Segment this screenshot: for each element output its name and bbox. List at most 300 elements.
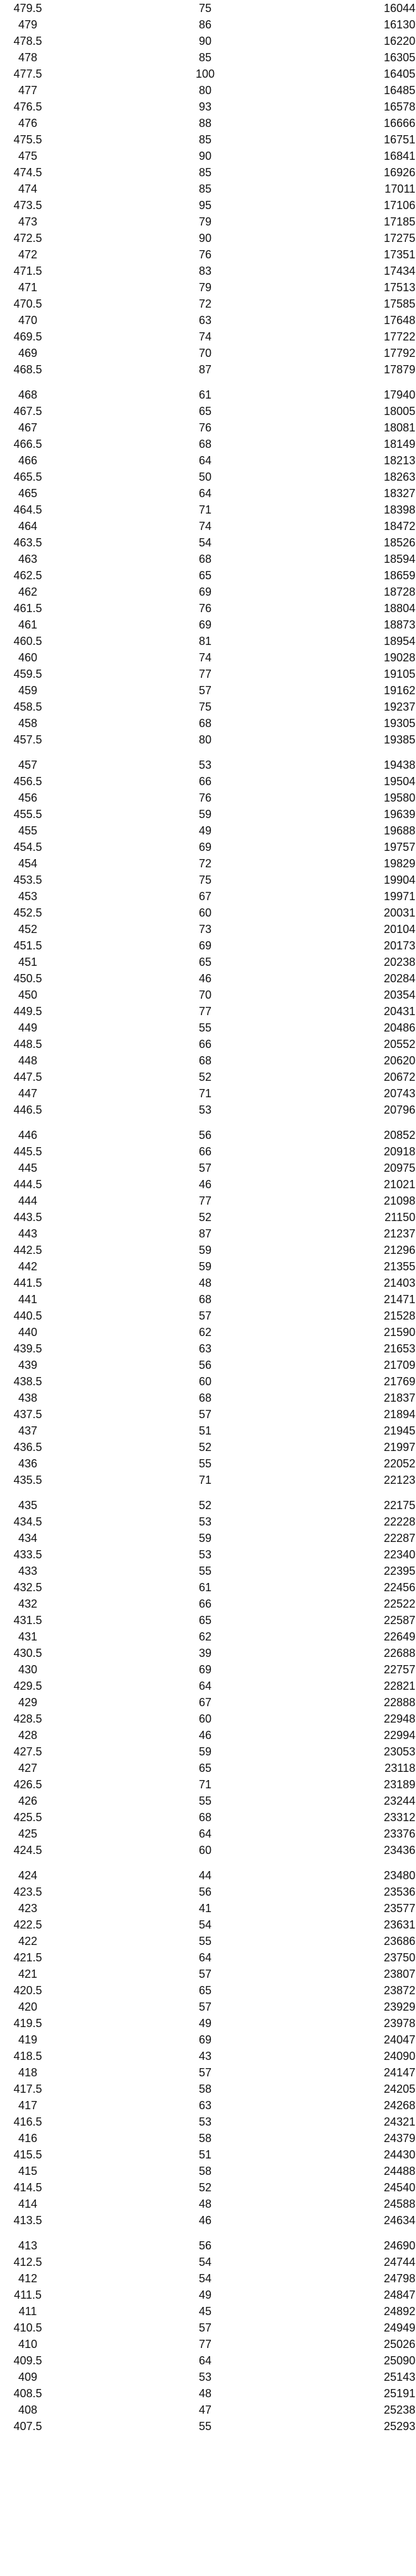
count-cell: 56	[198, 2239, 212, 2252]
cumulative-cell: 21590	[383, 1326, 415, 1339]
cumulative-cell: 17648	[383, 314, 415, 327]
count-cell: 75	[198, 2, 212, 15]
table-row	[0, 279, 416, 296]
cumulative-cell: 23480	[383, 1869, 415, 1882]
elevation-cell: 436	[18, 1457, 38, 1470]
count-cell: 83	[198, 265, 212, 277]
count-cell: 53	[198, 2116, 212, 2128]
count-cell: 60	[198, 1375, 212, 1388]
table-row	[0, 230, 416, 246]
elevation-cell: 456	[18, 791, 38, 804]
cumulative-cell: 16841	[383, 150, 415, 162]
elevation-cell: 461.5	[13, 602, 42, 615]
elevation-cell: 432.5	[13, 1581, 42, 1594]
elevation-cell: 449	[18, 1021, 38, 1034]
table-row	[0, 2287, 416, 2303]
elevation-cell: 440.5	[13, 1309, 42, 1322]
table-row	[0, 1514, 416, 1530]
count-cell: 90	[198, 232, 212, 244]
elevation-cell: 411	[18, 2305, 37, 2318]
count-cell: 55	[198, 1795, 212, 1807]
elevation-cell: 468	[18, 388, 38, 401]
cumulative-cell: 24892	[383, 2305, 415, 2318]
cumulative-cell: 18263	[383, 471, 415, 483]
elevation-cell: 448.5	[13, 1038, 42, 1050]
table-row	[0, 2146, 416, 2163]
elevation-cell: 423	[18, 1902, 38, 1915]
cumulative-cell: 18398	[383, 503, 415, 516]
count-cell: 52	[198, 1499, 212, 1512]
count-cell: 67	[198, 1696, 212, 1709]
table-row	[0, 2114, 416, 2130]
cumulative-cell: 23577	[383, 1902, 415, 1915]
elevation-cell: 462	[18, 586, 38, 598]
elevation-cell: 436.5	[13, 1441, 42, 1454]
count-cell: 79	[198, 215, 212, 228]
count-cell: 85	[198, 133, 212, 146]
cumulative-cell: 16305	[383, 51, 415, 64]
cumulative-cell: 24147	[383, 2066, 415, 2079]
table-row	[0, 1225, 416, 1242]
cumulative-cell: 18526	[383, 536, 415, 549]
table-row	[0, 584, 416, 600]
count-cell: 51	[198, 1424, 212, 1437]
count-cell: 86	[198, 18, 212, 31]
cumulative-cell: 16926	[383, 166, 415, 179]
table-row	[0, 312, 416, 328]
table-row	[0, 403, 416, 419]
table-row	[0, 1160, 416, 1176]
elevation-cell: 466.5	[13, 438, 42, 450]
count-cell: 76	[198, 791, 212, 804]
elevation-cell: 423.5	[13, 1886, 42, 1898]
table-row	[0, 839, 416, 855]
table-row	[0, 551, 416, 567]
elevation-cell: 435.5	[13, 1474, 42, 1486]
cumulative-cell: 22888	[383, 1696, 415, 1709]
elevation-cell: 454.5	[13, 841, 42, 853]
count-cell: 100	[195, 68, 215, 80]
count-cell: 46	[198, 972, 212, 985]
count-cell: 64	[198, 1951, 212, 1964]
count-cell: 66	[198, 775, 212, 788]
elevation-cell: 439.5	[13, 1342, 42, 1355]
cumulative-cell: 24744	[383, 2256, 415, 2268]
elevation-cell: 417	[18, 2099, 38, 2112]
elevation-cell: 478.5	[13, 35, 42, 47]
elevation-cell: 416	[18, 2132, 38, 2145]
table-row	[0, 2303, 416, 2320]
elevation-cell: 429.5	[13, 1680, 42, 1692]
count-cell: 80	[198, 84, 212, 97]
count-cell: 88	[198, 117, 212, 129]
table-row	[0, 921, 416, 937]
count-cell: 56	[198, 1359, 212, 1371]
cumulative-cell: 19438	[383, 759, 415, 771]
cumulative-cell: 21021	[383, 1178, 415, 1191]
cumulative-cell: 22587	[383, 1614, 415, 1627]
elevation-cell: 459.5	[13, 668, 42, 680]
table-row	[0, 987, 416, 1003]
elevation-cell: 429	[18, 1696, 38, 1709]
cumulative-cell: 22688	[383, 1647, 415, 1659]
cumulative-cell: 24379	[383, 2132, 415, 2145]
cumulative-cell: 20104	[383, 923, 415, 936]
count-cell: 50	[198, 471, 212, 483]
table-row	[0, 1563, 416, 1579]
cumulative-cell: 17275	[383, 232, 415, 244]
table-row	[0, 2130, 416, 2146]
cumulative-cell: 25191	[383, 2387, 415, 2400]
count-cell: 68	[198, 1392, 212, 1404]
elevation-cell: 427.5	[13, 1745, 42, 1758]
cumulative-cell: 18149	[383, 438, 415, 450]
count-cell: 77	[198, 2338, 212, 2350]
elevation-cell: 461	[18, 618, 38, 631]
count-cell: 52	[198, 1211, 212, 1224]
table-row	[0, 1842, 416, 1858]
cumulative-cell: 18728	[383, 586, 415, 598]
elevation-cell: 441.5	[13, 1277, 42, 1289]
cumulative-cell: 20975	[383, 1162, 415, 1174]
elevation-cell: 416.5	[13, 2116, 42, 2128]
count-cell: 59	[198, 1244, 212, 1256]
cumulative-cell: 21150	[384, 1211, 415, 1224]
cumulative-cell: 22456	[383, 1581, 415, 1594]
cumulative-cell: 20620	[383, 1054, 415, 1067]
table-row	[0, 1884, 416, 1900]
cumulative-cell: 21769	[383, 1375, 415, 1388]
cumulative-cell: 17434	[383, 265, 415, 277]
cumulative-cell: 22123	[383, 1474, 415, 1486]
table-row	[0, 682, 416, 699]
count-cell: 53	[198, 2371, 212, 2383]
elevation-cell: 470	[18, 314, 38, 327]
count-cell: 76	[198, 248, 212, 261]
cumulative-cell: 24047	[383, 2033, 415, 2046]
count-cell: 48	[198, 1277, 212, 1289]
table-row	[0, 99, 416, 115]
table-row	[0, 1472, 416, 1488]
cumulative-cell: 23118	[384, 1762, 415, 1774]
table-row	[0, 436, 416, 452]
count-cell: 60	[198, 1712, 212, 1725]
table-row	[0, 2402, 416, 2418]
elevation-cell: 442	[18, 1260, 38, 1273]
count-cell: 73	[198, 923, 212, 936]
cumulative-cell: 25238	[383, 2404, 415, 2416]
count-cell: 54	[198, 2256, 212, 2268]
count-cell: 79	[198, 281, 212, 294]
count-cell: 55	[198, 1565, 212, 1577]
table-row	[0, 1776, 416, 1793]
count-cell: 65	[198, 1984, 212, 1997]
table-row	[0, 970, 416, 987]
table-row	[0, 1069, 416, 1085]
cumulative-cell: 20852	[383, 1129, 415, 1141]
count-cell: 70	[198, 989, 212, 1001]
table-row	[0, 1793, 416, 1809]
table-row	[0, 296, 416, 312]
elevation-cell: 463	[18, 553, 38, 565]
table-row	[0, 2015, 416, 2031]
table-row	[0, 387, 416, 403]
count-cell: 68	[198, 1293, 212, 1306]
elevation-cell: 412.5	[13, 2256, 42, 2268]
cumulative-cell: 25143	[383, 2371, 415, 2383]
elevation-cell: 413.5	[13, 2214, 42, 2227]
count-cell: 57	[198, 684, 212, 697]
cumulative-cell: 21837	[383, 1392, 415, 1404]
count-cell: 72	[198, 857, 212, 870]
cumulative-cell: 17011	[384, 183, 415, 195]
table-row	[0, 1694, 416, 1711]
count-cell: 75	[198, 701, 212, 713]
elevation-cell: 476	[18, 117, 38, 129]
table-row	[0, 1439, 416, 1455]
elevation-cell: 457.5	[13, 733, 42, 746]
count-cell: 74	[198, 520, 212, 533]
table-row	[0, 1176, 416, 1193]
table-row	[0, 855, 416, 872]
cumulative-cell: 24690	[383, 2239, 415, 2252]
elevation-cell: 418.5	[13, 2050, 42, 2062]
elevation-cell: 434	[18, 1532, 38, 1544]
count-cell: 74	[198, 651, 212, 664]
cumulative-cell: 23978	[383, 2017, 415, 2030]
table-row	[0, 633, 416, 649]
elevation-cell: 470.5	[13, 298, 42, 310]
elevation-cell: 424.5	[13, 1844, 42, 1857]
table-row	[0, 361, 416, 378]
elevation-cell: 408.5	[13, 2387, 42, 2400]
elevation-cell: 419.5	[13, 2017, 42, 2030]
table-row	[0, 1193, 416, 1209]
elevation-cell: 473.5	[13, 199, 42, 212]
elevation-cell: 479.5	[13, 2, 42, 15]
count-cell: 57	[198, 1968, 212, 1980]
table-row	[0, 666, 416, 682]
table-row	[0, 2081, 416, 2097]
table-row	[0, 246, 416, 263]
table-row	[0, 1645, 416, 1661]
cumulative-cell: 23436	[383, 1844, 415, 1857]
count-cell: 68	[198, 1054, 212, 1067]
elevation-cell: 424	[18, 1869, 38, 1882]
cumulative-cell: 20743	[383, 1087, 415, 1100]
table-row	[0, 2163, 416, 2179]
count-cell: 48	[198, 2198, 212, 2210]
table-row	[0, 1949, 416, 1966]
cumulative-cell: 18873	[383, 618, 415, 631]
cumulative-cell: 19688	[383, 824, 415, 837]
table-row	[0, 1743, 416, 1760]
table-row	[0, 888, 416, 905]
elevation-cell: 410.5	[13, 2321, 42, 2334]
cumulative-cell: 17351	[383, 248, 415, 261]
count-cell: 85	[198, 51, 212, 64]
elevation-cell: 407.5	[13, 2420, 42, 2433]
elevation-cell: 414.5	[13, 2181, 42, 2194]
table-row	[0, 2097, 416, 2114]
cumulative-cell: 17513	[383, 281, 415, 294]
count-cell: 65	[198, 569, 212, 582]
cumulative-cell: 19971	[383, 890, 415, 903]
table-row	[0, 2418, 416, 2435]
cumulative-cell: 21296	[383, 1244, 415, 1256]
count-cell: 69	[198, 841, 212, 853]
elevation-cell: 479	[18, 18, 38, 31]
elevation-cell: 422	[18, 1935, 38, 1947]
count-cell: 77	[198, 668, 212, 680]
elevation-cell: 452	[18, 923, 38, 936]
cumulative-cell: 22395	[383, 1565, 415, 1577]
cumulative-cell: 16130	[383, 18, 415, 31]
cumulative-cell: 22649	[383, 1630, 415, 1643]
elevation-cell: 421	[18, 1968, 38, 1980]
elevation-cell: 451	[18, 956, 38, 968]
count-cell: 90	[198, 35, 212, 47]
table-row	[0, 2237, 416, 2254]
count-cell: 45	[198, 2305, 212, 2318]
count-cell: 43	[198, 2050, 212, 2062]
cumulative-cell: 25090	[383, 2354, 415, 2367]
table-row	[0, 16, 416, 33]
cumulative-cell: 19829	[383, 857, 415, 870]
count-cell: 69	[198, 939, 212, 952]
count-cell: 76	[198, 602, 212, 615]
cumulative-cell: 17879	[383, 363, 415, 376]
elevation-cell: 450.5	[13, 972, 42, 985]
table-row	[0, 1258, 416, 1275]
table-row	[0, 1596, 416, 1612]
elevation-cell: 433.5	[13, 1548, 42, 1561]
table-row	[0, 905, 416, 921]
elevation-cell: 442.5	[13, 1244, 42, 1256]
cumulative-cell: 22522	[383, 1598, 415, 1610]
cumulative-cell: 20796	[383, 1104, 415, 1116]
elevation-cell: 478	[18, 51, 38, 64]
count-cell: 57	[198, 2066, 212, 2079]
cumulative-cell: 24090	[383, 2050, 415, 2062]
cumulative-cell: 23872	[383, 1984, 415, 1997]
cumulative-cell: 23536	[383, 1886, 415, 1898]
cumulative-cell: 20354	[383, 989, 415, 1001]
cumulative-cell: 24949	[383, 2321, 415, 2334]
table-row	[0, 2064, 416, 2081]
count-cell: 90	[198, 150, 212, 162]
cumulative-cell: 21528	[383, 1309, 415, 1322]
table-row	[0, 1143, 416, 1160]
cumulative-cell: 21403	[383, 1277, 415, 1289]
elevation-cell: 415	[18, 2165, 38, 2177]
elevation-cell: 435	[18, 1499, 38, 1512]
count-cell: 65	[198, 1762, 212, 1774]
elevation-cell: 471.5	[13, 265, 42, 277]
count-cell: 57	[198, 1162, 212, 1174]
cumulative-cell: 23244	[383, 1795, 415, 1807]
table-row	[0, 937, 416, 954]
count-cell: 41	[198, 1902, 212, 1915]
cumulative-cell: 22757	[383, 1663, 415, 1676]
table-row	[0, 0, 416, 16]
count-cell: 76	[198, 421, 212, 434]
elevation-cell: 432	[18, 1598, 38, 1610]
count-cell: 70	[198, 347, 212, 359]
count-cell: 95	[198, 199, 212, 212]
cumulative-cell: 19162	[383, 684, 415, 697]
elevation-cell: 476.5	[13, 100, 42, 113]
count-cell: 53	[198, 759, 212, 771]
table-row	[0, 954, 416, 970]
table-row	[0, 1052, 416, 1069]
elevation-cell: 413	[18, 2239, 38, 2252]
elevation-cell: 428	[18, 1729, 38, 1742]
table-row	[0, 1966, 416, 1982]
cumulative-cell: 20431	[383, 1005, 415, 1018]
table-row	[0, 731, 416, 748]
table-row	[0, 33, 416, 49]
elevation-cell: 469.5	[13, 330, 42, 343]
cumulative-cell: 21653	[383, 1342, 415, 1355]
count-cell: 57	[198, 1309, 212, 1322]
cumulative-cell: 21709	[383, 1359, 415, 1371]
cumulative-cell: 22287	[383, 1532, 415, 1544]
elevation-cell: 440	[18, 1326, 38, 1339]
elevation-cell: 477.5	[13, 68, 42, 80]
elevation-cell: 441	[18, 1293, 38, 1306]
table-row	[0, 1020, 416, 1036]
table-row	[0, 1275, 416, 1291]
table-row	[0, 1102, 416, 1118]
cumulative-cell: 24430	[383, 2148, 415, 2161]
count-cell: 63	[198, 1342, 212, 1355]
count-cell: 65	[198, 956, 212, 968]
cumulative-cell: 19105	[383, 668, 415, 680]
elevation-cell: 425.5	[13, 1811, 42, 1824]
cumulative-cell: 17106	[383, 199, 415, 212]
table-row	[0, 115, 416, 131]
cumulative-cell: 21355	[383, 1260, 415, 1273]
count-cell: 53	[198, 1104, 212, 1116]
elevation-cell: 425	[18, 1827, 38, 1840]
count-cell: 64	[198, 1680, 212, 1692]
count-cell: 57	[198, 1408, 212, 1421]
table-row	[0, 2320, 416, 2336]
table-row	[0, 2369, 416, 2385]
elevation-cell: 421.5	[13, 1951, 42, 1964]
count-cell: 85	[198, 183, 212, 195]
elevation-cell: 443.5	[13, 1211, 42, 1224]
count-cell: 51	[198, 2148, 212, 2161]
count-cell: 55	[198, 2420, 212, 2433]
cumulative-cell: 19385	[383, 733, 415, 746]
cumulative-cell: 22228	[383, 1515, 415, 1528]
table-row	[0, 181, 416, 197]
table-row	[0, 345, 416, 361]
cumulative-cell: 25293	[383, 2420, 415, 2433]
elevation-cell: 460.5	[13, 635, 42, 647]
elevation-cell: 438	[18, 1392, 38, 1404]
elevation-cell: 415.5	[13, 2148, 42, 2161]
count-cell: 71	[198, 1087, 212, 1100]
table-row	[0, 82, 416, 99]
elevation-cell: 473	[18, 215, 38, 228]
cumulative-cell: 24634	[383, 2214, 415, 2227]
cumulative-cell: 19305	[383, 717, 415, 730]
cumulative-cell: 20672	[383, 1071, 415, 1083]
elevation-cell: 474	[18, 183, 38, 195]
